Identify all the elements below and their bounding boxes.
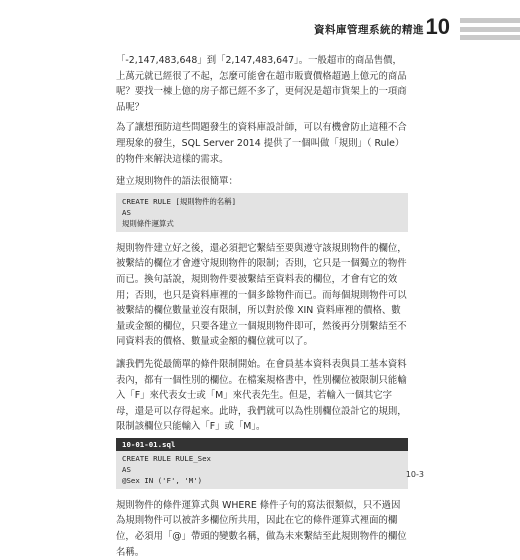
page-content: [116, 53, 408, 560]
syntax-line-2: AS: [122, 207, 131, 217]
code-filename: 10-01-01.sql: [116, 438, 408, 451]
code-line-3: @Sex IN ('F', 'M'): [122, 475, 203, 485]
paragraph-4: 規則物件建立好之後，還必須把它繫結至要與遵守該規則物件的欄位，被繫結的欄位才會遵守規則物件的限制；否則，它只是一個獨立的物件而已。換句話說，規則物件要被繫結至資料表的欄位，才會有它的效用；否則，也只是資料庫裡的一個多餘物件而已。而每個規則物件可以被繫結的欄位數量並沒有限制，所以對於像 XIN 資料庫裡的價格、數量或金額的欄位，只要各建立一個規則物件即可，然後再分別繫結至不同資料表的價格、數量或金額的欄位就可以了。: [116, 242, 407, 348]
syntax-line-1: CREATE RULE [規則物件的名稱]: [122, 196, 237, 206]
code-example: [116, 438, 408, 489]
syntax-box: [116, 193, 408, 232]
code-line-1: CREATE RULE RULE_Sex: [122, 453, 211, 463]
header-decoration: [460, 18, 520, 40]
code-body: [116, 451, 408, 489]
paragraph-1: 「-2,147,483,648」到「2,147,483,647」。一般超市的商品售價，上萬元就已經很了不起，怎麼可能會在超市販賣價格超過上億元的商品呢？要找一棟上億的房子都已經不多了，更何況是超市貨架上的一項商品呢？: [116, 55, 407, 113]
code-line-2: AS: [122, 464, 131, 474]
paragraph-2: 為了讓想預防這些問題發生的資料庫設計師，可以有機會防止這種不合理現象的發生，SQL Server 2014 提供了一個叫做「規則」（ Rule）的物件來解決這樣的需求。: [116, 122, 407, 165]
chapter-title: 資料庫管理系統的精進: [314, 24, 424, 36]
header-bar: [460, 18, 520, 23]
header-bar: [460, 27, 520, 32]
paragraph-3: 建立規則物件的語法很簡單：: [116, 176, 238, 188]
paragraph-5: 讓我們先從最簡單的條件限制開始。在會員基本資料表與員工基本資料表內，都有一個性別的欄位。在檔案規格書中，性別欄位被限制只能輸入「F」來代表女士或「M」來代表先生。但是，若輸入一個其它字母，還是可以存得起來。此時，我們就可以為性別欄位設計它的規則，限制該欄位只能輸入「F」或「M」。: [116, 358, 407, 433]
syntax-line-3: 規則條件運算式: [122, 218, 174, 228]
paragraph-6: 規則物件的條件運算式與 WHERE 條件子句的寫法很類似，只不過因為規則物件可以被許多欄位所共用，因此在它的條件運算式裡面的欄位，必須用「@」帶頭的變數名稱，做為未來繫結至此規則物件的欄位名稱。: [116, 499, 407, 558]
header-bar: [460, 35, 520, 40]
chapter-number: 10: [425, 14, 450, 39]
page-number: 10-3: [405, 470, 424, 479]
page-header: [0, 14, 520, 40]
